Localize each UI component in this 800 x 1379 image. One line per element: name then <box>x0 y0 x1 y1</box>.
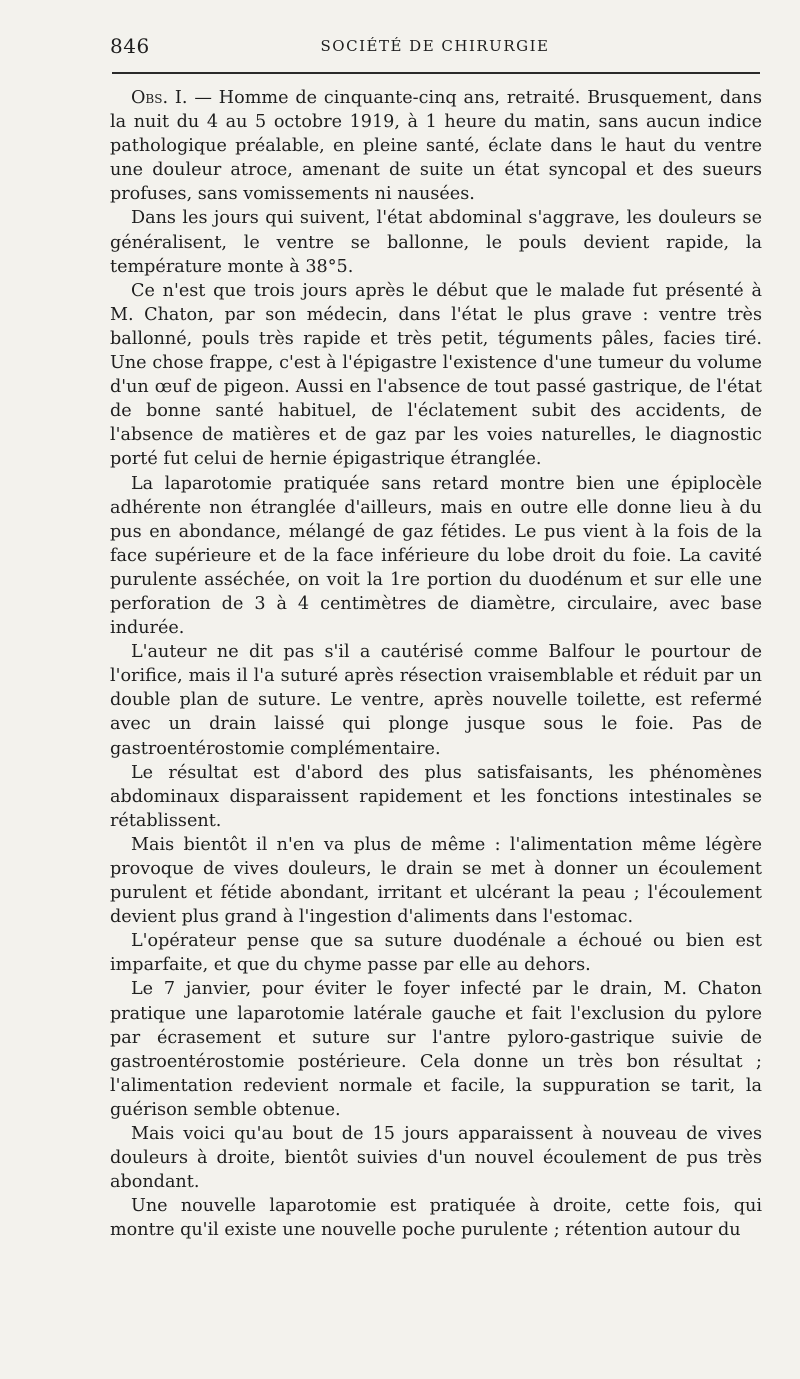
paragraph-5: L'auteur ne dit pas s'il a cautérisé comme Balfour le pourtour de l'orifice, mais il l'a suturé après résection vraisemblable et réduit par un double plan de suture. Le ventre, après nouvelle toilette, est refermé avec un drain laissé qui plonge jusque sous le foie. Pas de gastroentérostomie complémentaire. <box>110 642 762 759</box>
paragraph-1-text: — Homme de cinquante-cinq ans, retraité. Brusquement, dans la nuit du 4 au 5 octobre 1919, à 1 heure du matin, sans aucun indice pathologique préalable, en pleine santé, éclate dans le haut du ventre une douleur atroce, amenant de suite un état syncopal et des sueurs profuses, sans vomissements ni nausées. <box>110 88 762 205</box>
paragraph-11: Une nouvelle laparotomie est pratiquée à droite, cette fois, qui montre qu'il existe une nouvelle poche purulente ; rétention autour du <box>110 1196 762 1241</box>
running-head <box>110 34 760 60</box>
paragraph-2: Dans les jours qui suivent, l'état abdominal s'aggrave, les douleurs se généralisent, le ventre se ballonne, le pouls devient rapide, la température monte à 38°5. <box>110 208 762 277</box>
paragraph-6: Le résultat est d'abord des plus satisfaisants, les phénomènes abdominaux disparaissent rapidement et les fonctions intestinales se rétablissent. <box>110 762 762 831</box>
paragraph-3: Ce n'est que trois jours après le début que le malade fut présenté à M. Chaton, par son médecin, dans l'état le plus grave : ventre très ballonné, pouls très rapide et très petit, téguments pâles, facies tiré. Une chose frappe, c'est à l'épigastre l'existence d'une tumeur du volume d'un œuf de pigeon. Aussi en l'absence de tout passé gastrique, de l'état de bonne santé habituel, de l'éclatement subit des accidents, de l'absence de matières et de gaz par les voies naturelles, le diagnostic porté fut celui de hernie épigastrique étranglée. <box>110 280 762 470</box>
paragraph-4: La laparotomie pratiquée sans retard montre bien une épiplocèle adhérente non étranglée d'ailleurs, mais en outre elle donne lieu à du pus en abondance, mélangé de gaz fétides. Le pus vient à la fois de la face supérieure et de la face inférieure du lobe droit du foie. La cavité purulente asséchée, on voit la 1re portion du duodénum et sur elle une perforation de 3 à 4 centimètres de diamètre, circulaire, avec base indurée. <box>110 473 762 639</box>
body-text <box>110 86 762 1243</box>
header-rule <box>112 72 760 74</box>
paragraph-10: Mais voici qu'au bout de 15 jours apparaissent à nouveau de vives douleurs à droite, bientôt suivies d'un nouvel écoulement de pus très abondant. <box>110 1124 762 1193</box>
journal-title: SOCIÉTÉ DE CHIRURGIE <box>320 37 550 55</box>
observation-label: Obs. I. <box>131 88 188 108</box>
paragraph-1 <box>110 86 762 206</box>
paragraph-7: Mais bientôt il n'en va plus de même : l'alimentation même légère provoque de vives douleurs, le drain se met à donner un écoulement purulent et fétide abondant, irritant et ulcérant la peau ; l'écoulement devient plus grand à l'ingestion d'aliments dans l'estomac. <box>110 834 762 928</box>
page-number: 846 <box>110 34 150 58</box>
paragraph-9: Le 7 janvier, pour éviter le foyer infecté par le drain, M. Chaton pratique une laparotomie latérale gauche et fait l'exclusion du pylore par écrasement et suture sur l'antre pyloro-gastrique suivie de gastroentérostomie postérieure. Cela donne un très bon résultat ; l'alimentation redevient normale et facile, la suppuration se tarit, la guérison semble obtenue. <box>110 979 762 1120</box>
paragraph-8: L'opérateur pense que sa suture duodénale a échoué ou bien est imparfaite, et que du chyme passe par elle au dehors. <box>110 931 762 976</box>
